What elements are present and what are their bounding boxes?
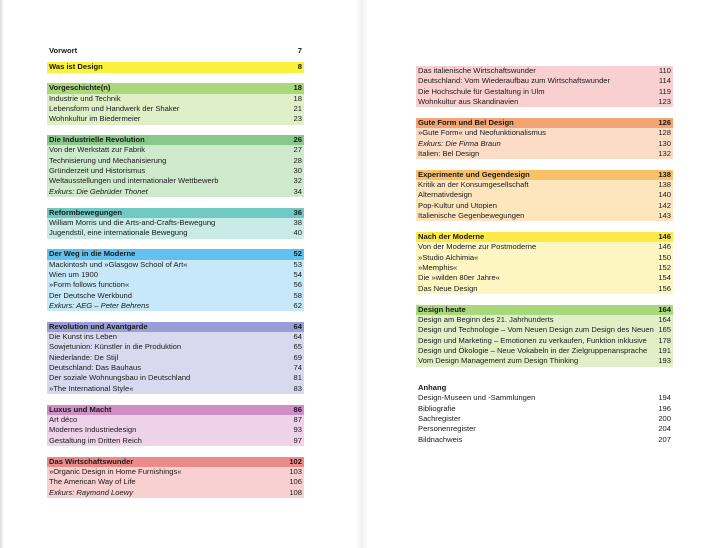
toc-entry[interactable] <box>47 425 304 435</box>
toc-entry[interactable] <box>416 315 673 325</box>
appendix-entry-title: Personenregister <box>418 424 476 434</box>
chapter-heading-title: Revolution und Avantgarde <box>49 321 148 331</box>
chapter-heading[interactable] <box>47 405 304 415</box>
toc-entry[interactable] <box>47 218 304 228</box>
spacer <box>47 446 304 457</box>
toc-entry-title: Das italienische Wirtschaftswunder <box>418 66 536 75</box>
chapter-heading-title: Der Weg in die Moderne <box>49 249 136 259</box>
toc-entry[interactable] <box>47 145 304 155</box>
toc-entry-title: »Memphis« <box>418 263 458 272</box>
toc-entry-page-number: 54 <box>293 269 302 279</box>
toc-entry-title: Von der Werkstatt zur Fabrik <box>49 145 146 155</box>
toc-entry-page-number: 152 <box>658 263 671 272</box>
toc-entry-page-number: 146 <box>658 242 671 252</box>
toc-entry[interactable] <box>47 187 304 197</box>
toc-entry-title: Technisierung und Mechanisierung <box>49 155 167 165</box>
chapter-heading-title: Gute Form und Bel Design <box>418 117 514 127</box>
toc-entry-page-number: 106 <box>289 477 302 487</box>
chapter-heading[interactable] <box>416 170 673 180</box>
spacer <box>47 73 304 84</box>
toc-entry-title: »Organic Design in Home Furnishings« <box>49 466 182 476</box>
toc-entry[interactable] <box>47 228 304 238</box>
toc-entry-title: Lebensform und Handwerk der Shaker <box>49 103 180 113</box>
chapter-heading-title: Was ist Design <box>49 62 103 72</box>
toc-entry[interactable] <box>47 166 304 176</box>
toc-entry[interactable] <box>416 263 673 273</box>
toc-entry[interactable] <box>416 253 673 263</box>
appendix-entry-title: Design-Museen und -Sammlungen <box>418 393 536 403</box>
chapter-heading-page-number: 138 <box>658 169 671 179</box>
toc-entry-title: Vom Design Management zum Design Thinking <box>418 356 579 366</box>
toc-entry[interactable] <box>47 384 304 394</box>
toc-entry-title: Weltausstellungen und internationaler Wettbewerb <box>49 176 219 186</box>
toc-entry-page-number: 119 <box>658 86 671 96</box>
toc-entry-title: Deutschland: Das Bauhaus <box>49 363 142 373</box>
toc-entry-preface-title: Vorwort <box>49 46 78 55</box>
chapter-heading-title: Die Industrielle Revolution <box>49 135 145 145</box>
toc-entry-page-number: 178 <box>658 335 671 345</box>
toc-entry-title: Industrie und Technik <box>49 93 121 103</box>
toc-entry-title: Wien um 1900 <box>49 269 98 279</box>
chapter-heading-title: Luxus und Macht <box>49 404 112 414</box>
toc-entry-title: Der Deutsche Werkbund <box>49 290 133 300</box>
chapter-heading-page-number: 126 <box>658 117 671 127</box>
chapter-heading[interactable] <box>47 322 304 332</box>
chapter-heading-title: Design heute <box>418 304 466 314</box>
book-gutter <box>356 0 368 548</box>
appendix-entry[interactable] <box>416 404 673 414</box>
toc-entry[interactable] <box>47 342 304 352</box>
toc-entry-page-number: 34 <box>293 186 302 196</box>
toc-entry[interactable] <box>47 363 304 373</box>
toc-entry-title: Exkurs: Die Gebrüder Thonet <box>49 186 148 196</box>
toc-entry-title: The American Way of Life <box>49 477 136 487</box>
spacer <box>47 394 304 405</box>
chapter-heading[interactable] <box>47 457 304 467</box>
toc-entry-title: Sowjetunion: Künstler in die Produktion <box>49 342 182 352</box>
toc-entry-title: Gestaltung im Dritten Reich <box>49 435 142 445</box>
toc-entry[interactable] <box>416 242 673 252</box>
toc-entry-page-number: 32 <box>293 176 302 186</box>
spacer <box>47 125 304 136</box>
toc-entry[interactable] <box>47 94 304 104</box>
toc-entry-page-number: 64 <box>293 332 302 342</box>
toc-entry-page-number: 28 <box>293 155 302 165</box>
toc-entry-title: »Studio Alchimia« <box>418 252 479 262</box>
toc-entry-title: Mackintosh und »Glasgow School of Art« <box>49 259 188 269</box>
toc-entry-title: Italien: Bel Design <box>418 148 480 158</box>
toc-entry[interactable] <box>47 353 304 363</box>
chapter-heading-page-number: 52 <box>293 249 302 259</box>
toc-entry-title: Pop-Kultur und Utopien <box>418 200 497 210</box>
chapter-heading[interactable] <box>47 208 304 218</box>
toc-entry-page-number: 27 <box>293 145 302 155</box>
toc-entry-title: Deutschland: Vom Wiederaufbau zum Wirtschaftswunder <box>418 76 611 86</box>
toc-entry-page-number: 164 <box>658 314 671 324</box>
toc-entry-page-number: 40 <box>293 228 302 238</box>
toc-entry-page-number: 81 <box>293 373 302 383</box>
chapter-heading-title: Reformbewegungen <box>49 207 122 217</box>
appendix-entry-page-number: 200 <box>658 414 671 424</box>
toc-right-page <box>416 66 673 445</box>
toc-entry-title: Italienische Gegenbewegungen <box>418 211 525 221</box>
toc-entry[interactable] <box>47 114 304 124</box>
toc-entry-page-number: 18 <box>293 93 302 103</box>
toc-entry[interactable] <box>416 346 673 356</box>
toc-entry[interactable] <box>416 76 673 86</box>
toc-entry[interactable] <box>416 128 673 138</box>
spacer <box>47 197 304 208</box>
toc-entry-page-number: 21 <box>293 103 302 113</box>
toc-entry-title: Wohnkultur aus Skandinavien <box>418 97 519 107</box>
toc-entry-page-number: 23 <box>293 114 302 124</box>
toc-entry-page-number: 30 <box>293 166 302 176</box>
chapter-heading-page-number: 164 <box>658 304 671 314</box>
toc-entry[interactable] <box>47 467 304 477</box>
toc-entry-title: Jugendstil, eine internationale Bewegung <box>49 228 188 238</box>
page-edge-shadow <box>0 0 4 548</box>
spacer <box>47 239 304 250</box>
toc-entry-page-number: 193 <box>658 356 671 366</box>
toc-entry-page-number: 123 <box>658 97 671 107</box>
chapter-heading-page-number: 18 <box>293 83 302 93</box>
toc-entry-title: Die Kunst ins Leben <box>49 332 117 342</box>
toc-entry[interactable] <box>416 201 673 211</box>
chapter-heading-title: Experimente und Gegendesign <box>418 169 530 179</box>
toc-entry[interactable] <box>416 87 673 97</box>
chapter-heading-page-number: 26 <box>293 135 302 145</box>
toc-entry[interactable] <box>47 301 304 311</box>
toc-entry-title: Das Neue Design <box>418 283 478 293</box>
spacer <box>416 367 673 378</box>
chapter-heading-title: Nach der Moderne <box>418 231 485 241</box>
appendix-entry-page-number: 194 <box>658 393 671 403</box>
spacer <box>416 159 673 170</box>
toc-entry-page-number: 97 <box>293 435 302 445</box>
toc-entry-title: »Gute Form« und Neofunktionalismus <box>418 128 546 138</box>
toc-entry-page-number: 156 <box>658 283 671 293</box>
toc-entry-title: William Morris und die Arts-and-Crafts-Bewegung <box>49 217 216 227</box>
appendix-entry[interactable] <box>416 424 673 434</box>
chapter-heading-page-number: 64 <box>293 321 302 331</box>
appendix-heading <box>416 383 673 393</box>
toc-entry-title: »Form follows function« <box>49 280 130 290</box>
spacer <box>416 107 673 118</box>
spacer <box>47 311 304 322</box>
toc-entry-preface-page-number: 7 <box>297 46 302 55</box>
toc-entry[interactable] <box>47 104 304 114</box>
appendix-entry-title: Bibliografie <box>418 403 456 413</box>
chapter-heading[interactable] <box>47 249 304 259</box>
toc-entry-page-number: 69 <box>293 352 302 362</box>
toc-entry-page-number: 58 <box>293 290 302 300</box>
toc-entry[interactable] <box>416 190 673 200</box>
appendix-entry[interactable] <box>416 393 673 403</box>
toc-left-page <box>47 46 304 498</box>
toc-entry-title: Kritik an der Konsumgesellschaft <box>418 180 529 190</box>
toc-entry-title: Alternativdesign <box>418 190 473 200</box>
toc-entry[interactable] <box>416 66 673 76</box>
toc-entry-page-number: 154 <box>658 273 671 283</box>
chapter-heading-title: Vorgeschichte(n) <box>49 83 111 93</box>
spacer <box>416 294 673 305</box>
toc-entry[interactable] <box>416 211 673 221</box>
toc-entry-title: Niederlande: De Stijl <box>49 352 119 362</box>
toc-entry-page-number: 142 <box>658 200 671 210</box>
toc-entry[interactable] <box>416 139 673 149</box>
toc-entry-page-number: 83 <box>293 383 302 393</box>
toc-entry[interactable] <box>47 477 304 487</box>
toc-entry-title: Gründerzeit und Historismus <box>49 166 146 176</box>
toc-entry-page-number: 143 <box>658 211 671 221</box>
toc-entry[interactable] <box>416 356 673 366</box>
chapter-heading[interactable] <box>47 83 304 93</box>
toc-entry-title: Von der Moderne zur Postmoderne <box>418 242 537 252</box>
toc-entry[interactable] <box>47 436 304 446</box>
toc-entry-page-number: 150 <box>658 252 671 262</box>
toc-entry-page-number: 114 <box>658 76 671 86</box>
toc-entry-page-number: 110 <box>658 66 671 75</box>
toc-entry-title: Wohnkultur im Biedermeier <box>49 114 141 124</box>
toc-entry[interactable] <box>416 149 673 159</box>
toc-entry-page-number: 103 <box>289 466 302 476</box>
toc-entry[interactable] <box>47 488 304 498</box>
toc-entry[interactable] <box>47 270 304 280</box>
toc-entry-page-number: 87 <box>293 414 302 424</box>
toc-entry-title: Modernes Industriedesign <box>49 425 137 435</box>
chapter-heading[interactable] <box>416 305 673 315</box>
toc-entry-title: Exkurs: AEG – Peter Behrens <box>49 300 150 310</box>
toc-entry-page-number: 108 <box>289 487 302 497</box>
toc-entry-page-number: 128 <box>658 128 671 138</box>
toc-entry-preface[interactable] <box>47 46 304 56</box>
chapter-heading-page-number: 102 <box>289 456 302 466</box>
toc-entry-title: »The International Style« <box>49 383 134 393</box>
toc-entry-title: Exkurs: Die Firma Braun <box>418 138 501 148</box>
toc-entry-title: Design am Beginn des 21. Jahrhunderts <box>418 314 554 324</box>
toc-entry-title: Exkurs: Raymond Loewy <box>49 487 133 497</box>
toc-entry-title: Design und Marketing – Emotionen zu verkaufen, Funktion inklusive <box>418 335 647 345</box>
toc-entry[interactable] <box>47 176 304 186</box>
toc-entry-page-number: 56 <box>293 280 302 290</box>
toc-entry-page-number: 65 <box>293 342 302 352</box>
toc-entry-title: Design und Ökologie – Neue Vokabeln in der Zielgruppenansprache <box>418 345 648 355</box>
toc-entry-page-number: 62 <box>293 300 302 310</box>
toc-entry-page-number: 165 <box>658 325 671 335</box>
toc-entry[interactable] <box>416 284 673 294</box>
appendix-entry-title: Bildnachweis <box>418 434 463 444</box>
toc-entry[interactable] <box>416 273 673 283</box>
toc-entry-title: Die Hochschule für Gestaltung in Ulm <box>418 86 545 96</box>
toc-entry[interactable] <box>47 280 304 290</box>
toc-entry-page-number: 140 <box>658 190 671 200</box>
toc-entry-page-number: 53 <box>293 259 302 269</box>
appendix-entry[interactable] <box>416 435 673 445</box>
chapter-heading-page-number: 36 <box>293 207 302 217</box>
toc-entry-title: Art déco <box>49 414 78 424</box>
chapter-heading-page-number: 86 <box>293 404 302 414</box>
toc-entry[interactable] <box>47 415 304 425</box>
toc-entry-page-number: 191 <box>658 345 671 355</box>
toc-entry[interactable] <box>47 156 304 166</box>
toc-entry[interactable] <box>416 180 673 190</box>
toc-entry-page-number: 93 <box>293 425 302 435</box>
toc-entry[interactable] <box>47 332 304 342</box>
chapter-heading-page-number: 8 <box>297 62 302 72</box>
chapter-heading-title: Das Wirtschaftswunder <box>49 456 134 466</box>
appendix-entry-page-number: 207 <box>658 434 671 444</box>
chapter-heading[interactable] <box>416 118 673 128</box>
toc-entry[interactable] <box>47 373 304 383</box>
toc-entry-title: Die »wilden 80er Jahre« <box>418 273 500 283</box>
chapter-heading[interactable] <box>416 232 673 242</box>
toc-entry-page-number: 38 <box>293 217 302 227</box>
chapter-heading[interactable] <box>47 135 304 145</box>
toc-entry-page-number: 130 <box>658 138 671 148</box>
chapter-heading-page-number: 146 <box>658 231 671 241</box>
appendix-entry[interactable] <box>416 414 673 424</box>
appendix-entry-page-number: 204 <box>658 424 671 434</box>
appendix-entry-title: Sachregister <box>418 414 461 424</box>
toc-entry[interactable] <box>47 291 304 301</box>
toc-entry[interactable] <box>416 336 673 346</box>
appendix-heading-title: Anhang <box>418 383 447 393</box>
toc-entry-page-number: 132 <box>658 148 671 158</box>
toc-entry-title: Design und Technologie – Vom Neuen Design zum Design des Neuen <box>418 325 654 335</box>
chapter-heading[interactable] <box>47 62 304 72</box>
toc-entry[interactable] <box>416 97 673 107</box>
toc-entry-page-number: 74 <box>293 363 302 373</box>
appendix-entry-page-number: 196 <box>658 403 671 413</box>
toc-entry-page-number: 138 <box>658 180 671 190</box>
toc-entry[interactable] <box>47 260 304 270</box>
spacer <box>416 221 673 232</box>
toc-entry-title: Der soziale Wohnungsbau in Deutschland <box>49 373 191 383</box>
toc-entry[interactable] <box>416 325 673 335</box>
